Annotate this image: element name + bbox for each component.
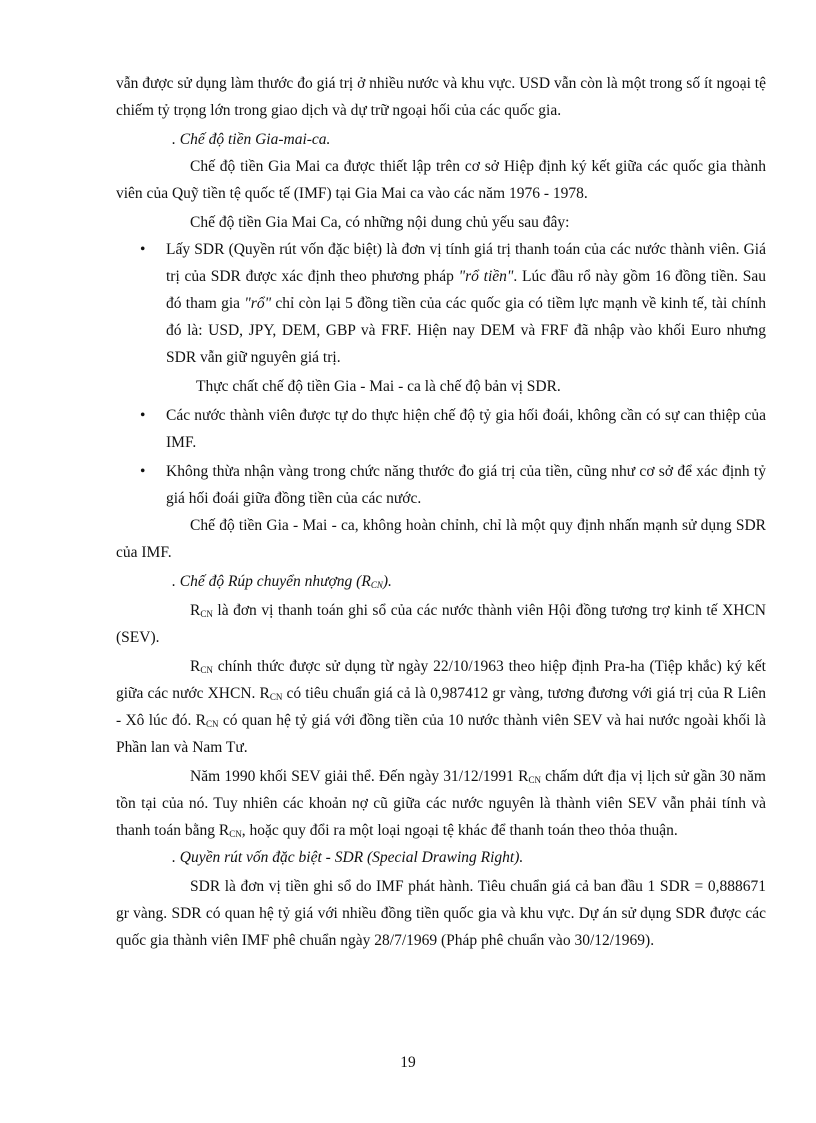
- bullet-list: [116, 402, 766, 512]
- paragraph: Chế độ tiền Gia Mai Ca, có những nội dung chủ yếu sau đây:: [190, 214, 570, 231]
- page-number: 19: [400, 1054, 416, 1071]
- paragraph: Thực chất chế độ tiền Gia - Mai - ca là chế độ bản vị SDR.: [196, 378, 561, 395]
- paragraph: Chế độ tiền Gia Mai ca được thiết lập trên cơ sở Hiệp định ký kết giữa các quốc gia thành viên của Quỹ tiền tệ quốc tế (IMF) tại Gia Mai ca vào các năm 1976 - 1978.: [116, 158, 766, 202]
- list-item: • Các nước thành viên được tự do thực hiện chế độ tỷ gia hối đoái, không cần có sự can thiệp của IMF.: [116, 402, 766, 456]
- paragraph: vẫn được sử dụng làm thước đo giá trị ở nhiều nước và khu vực. USD vẫn còn là một trong số ít ngoại tệ chiếm tỷ trọng lớn trong giao dịch và dự trữ ngoại hối của các quốc gia.: [116, 75, 766, 119]
- list-item: • Không thừa nhận vàng trong chức năng thước đo giá trị của tiền, cũng như cơ sở để xác định tỷ giá hối đoái giữa đồng tiền của các nước.: [116, 458, 766, 512]
- paragraph: Chế độ tiền Gia - Mai - ca, không hoàn chỉnh, chỉ là một quy định nhấn mạnh sử dụng SDR của IMF.: [116, 517, 766, 561]
- bullet-marker: •: [140, 463, 146, 480]
- bullet-marker: •: [140, 241, 146, 258]
- section-heading: . Chế độ tiền Gia-mai-ca.: [172, 131, 331, 148]
- bullet-list: [116, 236, 766, 371]
- list-item: • Lấy SDR (Quyền rút vốn đặc biệt) là đơn vị tính giá trị thanh toán của các nước thành viên. Giá trị của SDR được xác định theo phương pháp "rổ tiền". Lúc đầu rổ này gồm 16 đồng tiền. Sau đó tham gia "rổ" chỉ còn lại 5 đồng tiền của các quốc gia có tiềm lực mạnh về kinh tế, tài chính đó là: USD, JPY, DEM, GBP và FRF. Hiện nay DEM và FRF đã nhập vào khối Euro nhưng SDR vẫn giữ nguyên giá trị.: [116, 236, 766, 371]
- paragraph: $R_{CN}$ chính thức được sử dụng từ ngày 22/10/1963 theo hiệp định Pra-ha (Tiệp khắc) ký kết giữa các nước XHCN. $R_{CN}$ có tiêu chuẩn giá cả là 0,987412 gr vàng, tương đương với giá trị của R Liên - Xô lúc đó. $R_{CN}$ có quan hệ tỷ giá với đồng tiền của 10 nước thành viên SEV và hai nước ngoài khối là Phần lan và Nam Tư.: [116, 658, 766, 756]
- document-page: [116, 70, 766, 954]
- bullet-marker: •: [140, 407, 146, 424]
- paragraph: SDR là đơn vị tiền ghi sổ do IMF phát hành. Tiêu chuẩn giá cả ban đầu 1 SDR = 0,888671 gr vàng. SDR có quan hệ tỷ giá với nhiều đồng tiền quốc gia và khu vực. Dự án sử dụng SDR được các quốc gia thành viên IMF phê chuẩn ngày 28/7/1969 (Pháp phê chuẩn vào 30/12/1969).: [116, 878, 766, 949]
- section-heading: . Chế độ Rúp chuyển nhượng $(R_{CN})$.: [172, 573, 392, 590]
- section-heading: . Quyền rút vốn đặc biệt - SDR (Special Drawing Right).: [172, 849, 524, 866]
- paragraph: $R_{CN}$ là đơn vị thanh toán ghi sổ của các nước thành viên Hội đồng tương trợ kinh tế XHCN (SEV).: [116, 602, 766, 646]
- paragraph: Năm 1990 khối SEV giải thể. Đến ngày 31/12/1991 $R_{CN}$ chấm dứt địa vị lịch sử gần 30 năm tồn tại của nó. Tuy nhiên các khoản nợ cũ giữa các nước nguyên là thành viên SEV vẫn phải tính và thanh toán bằng $R_{CN}$, hoặc quy đổi ra một loại ngoại tệ khác để thanh toán theo thỏa thuận.: [116, 768, 766, 839]
